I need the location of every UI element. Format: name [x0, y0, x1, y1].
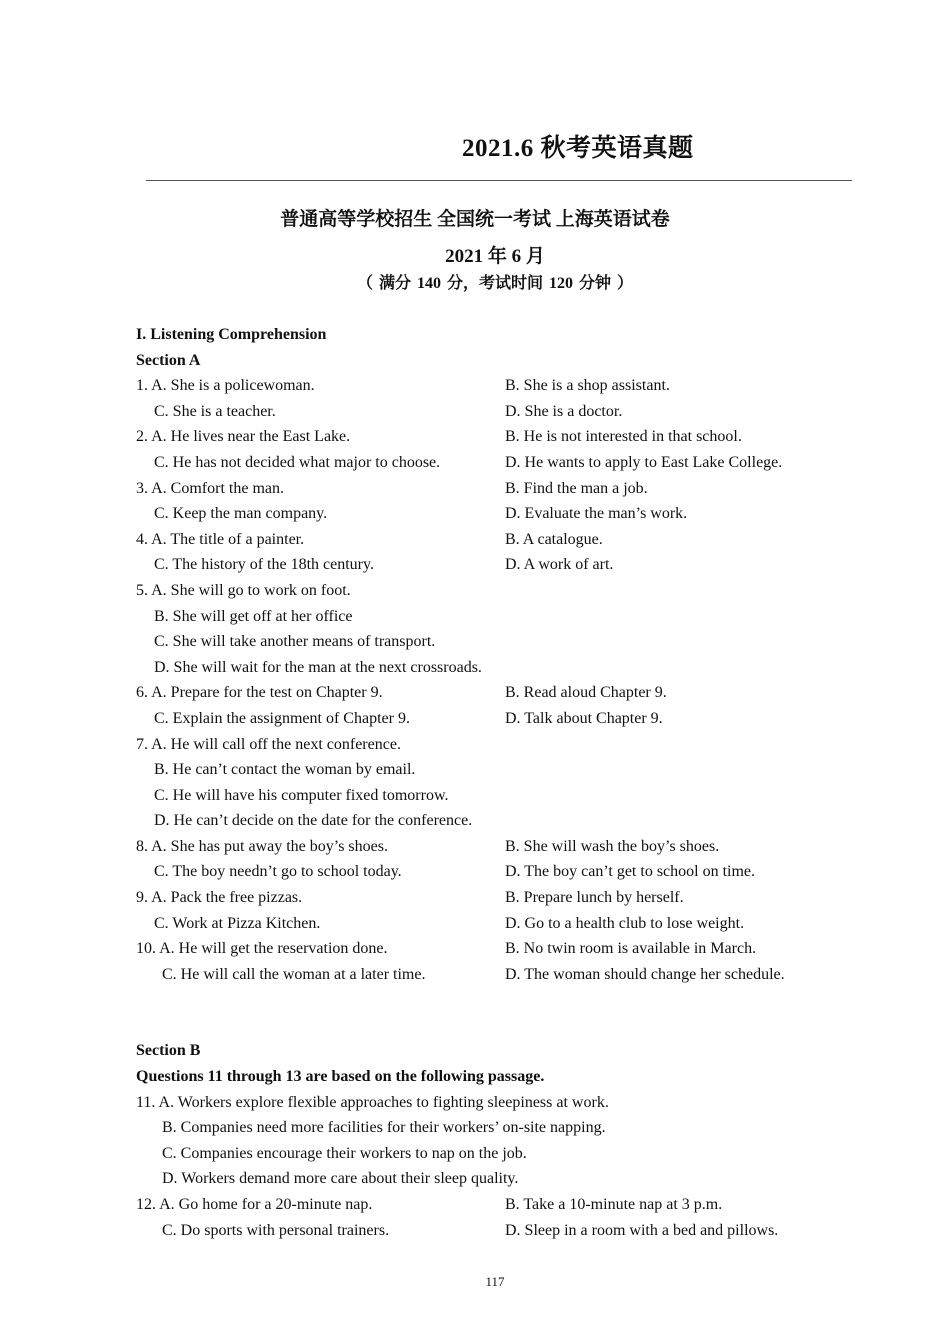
question-4-row1: [136, 527, 826, 553]
page-number: 117: [485, 1274, 505, 1289]
option-d: D. She will wait for the man at the next crossroads.: [154, 658, 482, 676]
option-d: D. A work of art.: [505, 556, 614, 574]
exam-subtitle: 普通高等学校招生 全国统一考试 上海英语试卷: [280, 209, 670, 230]
option-a: 1. A. She is a policewoman.: [136, 377, 315, 395]
option-c: C. The boy needn’t go to school today.: [154, 863, 402, 881]
question-1-row2: [136, 399, 826, 425]
question-10-row1: [136, 936, 826, 962]
section-a-heading: Section A: [136, 351, 201, 369]
option-b: B. He is not interested in that school.: [505, 428, 742, 446]
question-7-row3: [136, 783, 826, 809]
option-c: C. She will take another means of transport.: [154, 633, 436, 651]
option-c: C. He will call the woman at a later time.: [162, 965, 426, 983]
question-12-row2: [136, 1218, 826, 1244]
option-a: 8. A. She has put away the boy’s shoes.: [136, 837, 388, 855]
question-7-row2: [136, 757, 826, 783]
option-d: D. Evaluate the man’s work.: [505, 505, 688, 523]
question-9-row2: [136, 911, 826, 937]
option-a: 5. A. She will go to work on foot.: [136, 581, 351, 599]
option-c: C. She is a teacher.: [154, 402, 276, 420]
question-body: [136, 322, 826, 1243]
question-10-row2: [136, 962, 826, 988]
option-d: D. He can’t decide on the date for the conference.: [154, 812, 473, 830]
option-d: D. Workers demand more care about their sleep quality.: [162, 1170, 519, 1188]
question-7-row4: [136, 808, 826, 834]
option-d: D. The woman should change her schedule.: [505, 965, 785, 983]
question-11-row3: [136, 1141, 826, 1167]
question-2-row2: [136, 450, 826, 476]
option-b: B. Prepare lunch by herself.: [505, 889, 684, 907]
option-d: D. She is a doctor.: [505, 402, 623, 420]
question-12-row1: [136, 1192, 826, 1218]
option-c: C. Keep the man company.: [154, 505, 328, 523]
option-b: B. A catalogue.: [505, 530, 603, 548]
question-3-row1: [136, 476, 826, 502]
section-gap: [136, 987, 826, 1038]
option-c: C. Do sports with personal trainers.: [162, 1221, 390, 1239]
option-d: D. Sleep in a room with a bed and pillows.: [505, 1221, 779, 1239]
question-5-row1: [136, 578, 826, 604]
option-b: B. She is a shop assistant.: [505, 377, 670, 395]
option-c: C. The history of the 18th century.: [154, 556, 374, 574]
option-b: B. She will get off at her office: [154, 607, 353, 625]
passage-instruction: Questions 11 through 13 are based on the following passage.: [136, 1068, 545, 1086]
question-4-row2: [136, 552, 826, 578]
option-c: C. He has not decided what major to choose.: [154, 453, 441, 471]
option-a: 9. A. Pack the free pizzas.: [136, 889, 303, 907]
question-9-row1: [136, 885, 826, 911]
option-a: 7. A. He will call off the next conference.: [136, 735, 401, 753]
question-5-row2: [136, 604, 826, 630]
question-1-row1: [136, 373, 826, 399]
question-2-row1: [136, 424, 826, 450]
option-a: 2. A. He lives near the East Lake.: [136, 428, 351, 446]
option-a: 4. A. The title of a painter.: [136, 530, 305, 548]
question-11-row2: [136, 1115, 826, 1141]
question-11-row4: [136, 1166, 826, 1192]
question-6-row2: [136, 706, 826, 732]
question-6-row1: [136, 680, 826, 706]
option-b: B. Take a 10-minute nap at 3 p.m.: [505, 1196, 723, 1213]
option-a: 3. A. Comfort the man.: [136, 479, 284, 497]
exam-note: （ 满分 140 分，考试时间 120 分钟 ）: [356, 275, 633, 292]
section-b-heading: Section B: [136, 1042, 201, 1060]
option-b: B. Companies need more facilities for their workers’ on-site napping.: [162, 1119, 606, 1137]
option-c: C. Work at Pizza Kitchen.: [154, 914, 321, 932]
option-d: D. The boy can’t get to school on time.: [505, 863, 756, 881]
option-a: 6. A. Prepare for the test on Chapter 9.: [136, 684, 383, 702]
option-a: 10. A. He will get the reservation done.: [136, 940, 388, 958]
question-3-row2: [136, 501, 826, 527]
option-c: C. Explain the assignment of Chapter 9.: [154, 709, 410, 727]
question-8-row1: [136, 834, 826, 860]
question-7-row1: [136, 732, 826, 758]
option-b: B. Read aloud Chapter 9.: [505, 684, 667, 702]
option-b: B. She will wash the boy’s shoes.: [505, 837, 720, 855]
option-a: 11. A. Workers explore flexible approaches to fighting sleepiness at work.: [136, 1093, 609, 1111]
part-heading: I. Listening Comprehension: [136, 326, 327, 343]
question-5-row3: [136, 629, 826, 655]
option-b: B. Find the man a job.: [505, 479, 648, 497]
option-c: C. Companies encourage their workers to nap on the job.: [162, 1144, 527, 1162]
option-b: B. No twin room is available in March.: [505, 940, 757, 958]
option-d: D. Talk about Chapter 9.: [505, 709, 663, 727]
option-c: C. He will have his computer fixed tomorrow.: [154, 786, 449, 804]
question-5-row4: [136, 655, 826, 681]
page-title: 2021.6 秋考英语真题: [462, 135, 694, 162]
option-b: B. He can’t contact the woman by email.: [154, 761, 416, 779]
question-11-row1: [136, 1090, 826, 1116]
question-8-row2: [136, 859, 826, 885]
option-d: D. Go to a health club to lose weight.: [505, 914, 745, 932]
option-a: 12. A. Go home for a 20-minute nap.: [136, 1196, 373, 1213]
title-divider: [146, 180, 852, 181]
exam-date: 2021 年 6 月: [445, 246, 545, 267]
option-d: D. He wants to apply to East Lake College.: [505, 453, 783, 471]
